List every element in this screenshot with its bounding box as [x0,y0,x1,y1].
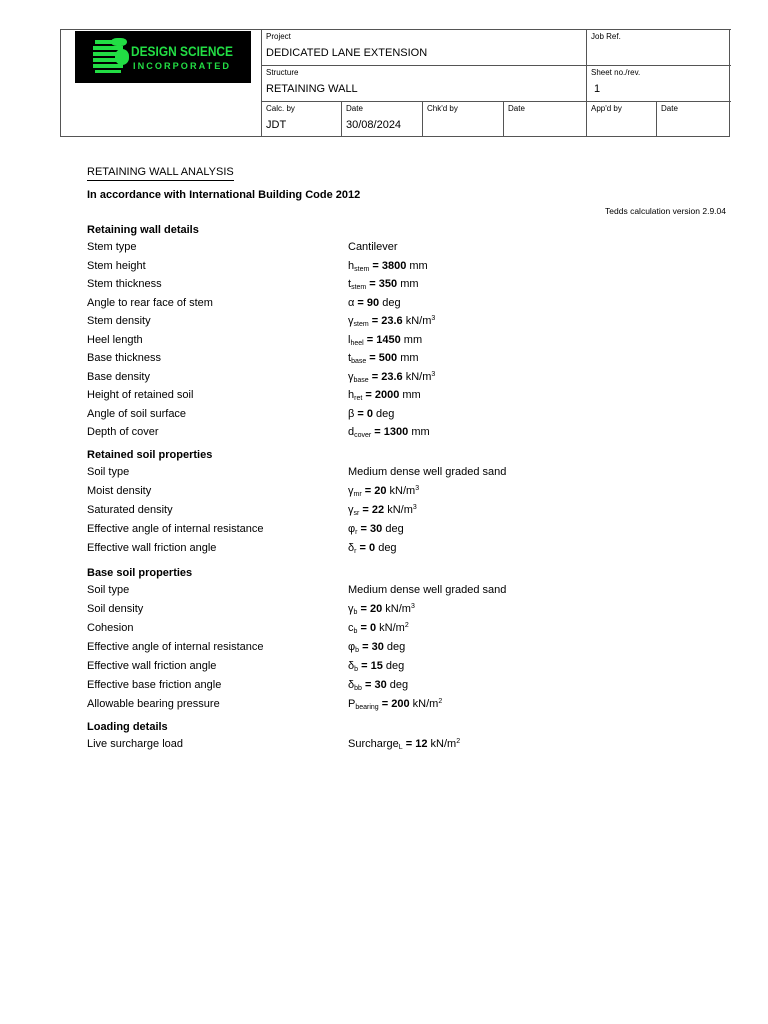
param-text: Medium dense well graded sand [348,584,507,596]
page-title: RETAINING WALL ANALYSIS [87,166,234,178]
approved-by-label: App'd by [591,104,622,113]
section-heading: Retaining wall details [87,224,199,236]
param-equals: = [378,698,392,710]
param-subscript: b [353,609,358,616]
param-equals: = [368,370,382,383]
param-number: 1300 [383,426,409,438]
job-ref-label: Job Ref. [591,32,621,41]
param-label: Effective angle of internal resistance [87,523,264,535]
param-unit: deg [383,641,406,653]
checked-date-cell [503,101,586,137]
structure-value: RETAINING WALL [266,83,358,95]
param-value [348,698,442,711]
param-value [348,315,435,328]
param-equals: = [356,542,370,554]
param-value [348,622,409,635]
param-unit: mm [397,278,419,290]
param-symbol: γ [348,603,354,615]
param-subscript: r [354,548,357,555]
calc-by-label: Calc. by [266,104,295,113]
param-superscript: 3 [415,485,420,492]
param-value [348,297,401,309]
param-unit: kN/m [382,603,411,615]
param-subscript: b [354,666,359,673]
param-subscript: heel [350,339,364,347]
param-equals: = [402,738,416,750]
param-unit: deg [373,407,395,420]
param-symbol: α [348,296,355,309]
section-heading: Base soil properties [87,567,193,579]
param-label: Stem height [87,259,146,272]
param-subscript: stem [351,284,367,291]
param-number: 500 [378,352,398,364]
param-label: Base thickness [87,352,161,364]
param-subscript: base [353,376,369,384]
param-symbol: d [348,426,355,438]
param-equals: = [363,333,377,346]
param-number: 1450 [376,333,401,346]
param-symbol: h [348,389,355,401]
date-value: 30/08/2024 [346,119,402,131]
param-unit: kN/m [376,622,405,634]
param-symbol: t [348,278,352,290]
param-label: Live surcharge load [87,738,184,750]
param-symbol: h [348,259,355,272]
param-equals: = [366,352,379,364]
param-unit: kN/m [402,370,432,383]
param-equals: = [359,641,372,653]
param-number: 350 [378,278,398,290]
param-subscript: stem [354,265,370,273]
param-equals: = [369,259,382,272]
param-text: Cantilever [348,241,398,253]
param-text: Medium dense well graded sand [348,466,507,478]
checked-date-label: Date [508,104,525,113]
param-number: 30 [374,679,387,691]
param-equals: = [357,523,371,535]
param-subscript: base [351,358,367,365]
param-unit: kN/m [409,698,439,710]
param-equals: = [358,660,371,672]
param-label: Stem density [87,315,151,327]
param-subscript: stem [353,321,369,328]
param-value [348,260,428,273]
param-equals: = [368,315,382,327]
checked-by-label: Chk'd by [427,104,458,113]
param-number: 0 [369,622,377,634]
param-number: 20 [369,603,383,615]
param-number: 3800 [381,259,407,272]
version-note: Tedds calculation version 2.9.04 [605,206,726,216]
param-superscript: 3 [431,370,436,378]
param-symbol: φ [348,523,356,535]
param-number: 30 [371,641,384,653]
param-number: 15 [370,660,383,672]
param-subscript: b [355,647,360,654]
param-value [348,485,419,498]
param-value [348,241,398,253]
param-superscript: 3 [410,603,415,610]
calc-sheet-header [60,29,730,137]
company-logo [75,31,251,83]
project-cell [261,29,586,65]
sheet-value: 1 [594,83,601,95]
param-equals: = [361,485,375,497]
param-unit: kN/m [427,738,457,750]
param-label: Effective base friction angle [87,679,222,691]
param-superscript: 3 [431,315,436,322]
param-number: 0 [369,542,376,554]
param-symbol: c [348,622,354,634]
svg-text:INCORPORATED: INCORPORATED [133,61,231,71]
param-unit: mm [406,259,428,272]
param-equals: = [357,622,370,634]
param-number: 12 [415,738,428,750]
param-subscript: cover [354,432,372,439]
param-label: Height of retained soil [87,389,194,401]
param-unit: mm [399,389,421,401]
svg-text:DESIGN SCIENCE: DESIGN SCIENCE [131,43,233,59]
param-equals: = [354,296,367,309]
param-subscript: r [355,529,358,536]
param-value [348,679,408,692]
calc-by-cell [261,101,341,137]
param-label: Cohesion [87,622,134,634]
param-equals: = [362,389,375,401]
param-label: Angle to rear face of stem [87,296,213,309]
param-label: Effective angle of internal resistance [87,641,264,653]
date-label: Date [346,104,363,113]
param-number: 0 [366,407,373,420]
job-ref-cell [586,29,731,65]
structure-label: Structure [266,68,299,77]
param-subscript: ret [354,395,363,402]
param-unit: mm [408,426,430,438]
param-value [348,426,430,439]
date-cell [341,101,422,137]
param-value [348,334,422,347]
param-label: Soil type [87,584,130,596]
param-symbol: γ [348,315,354,327]
param-equals: = [359,504,372,516]
param-unit: mm [400,333,423,346]
param-value [348,603,415,616]
param-label: Soil density [87,603,144,615]
param-label: Heel length [87,333,143,346]
param-equals: = [366,278,379,290]
sheet-label: Sheet no./rev. [591,68,641,77]
param-number: 2000 [374,389,400,401]
param-subscript: sr [353,510,360,517]
param-symbol: γ [348,370,354,383]
param-value [348,660,404,673]
param-unit: mm [397,352,419,364]
param-unit: kN/m [386,485,416,497]
param-symbol: δ [348,679,355,691]
param-label: Moist density [87,485,152,497]
param-number: 22 [371,504,385,516]
param-symbol: Surcharge [348,738,399,750]
param-subscript: mr [353,491,362,498]
param-value [348,352,419,365]
page-subtitle: In accordance with International Building Code 2012 [87,189,361,201]
param-equals: = [371,426,384,438]
param-label: Stem thickness [87,278,162,290]
param-number: 200 [391,698,410,710]
param-superscript: 3 [412,504,417,511]
param-symbol: l [348,333,351,346]
param-label: Saturated density [87,504,173,516]
param-subscript: bearing [355,704,379,711]
param-equals: = [361,679,375,691]
section-heading: Retained soil properties [87,449,213,461]
param-label: Angle of soil surface [87,407,187,420]
param-value [348,584,506,596]
approved-by-cell [586,101,656,137]
param-label: Allowable bearing pressure [87,698,220,710]
param-number: 23.6 [381,370,403,383]
param-number: 20 [374,485,387,497]
param-number: 90 [366,296,380,309]
param-unit: deg [382,660,405,672]
param-value [348,504,417,517]
param-symbol: δ [348,542,355,554]
param-number: 30 [370,523,383,535]
param-unit: kN/m [384,504,413,516]
param-symbol: δ [348,660,355,672]
calc-by-value: JDT [266,119,287,131]
param-label: Stem type [87,241,137,253]
sheet-cell [586,65,731,101]
param-subscript: L [398,744,403,751]
param-unit: deg [375,542,397,554]
param-unit: deg [386,679,409,691]
param-label: Effective wall friction angle [87,542,217,554]
param-value [348,641,405,654]
param-value [348,466,506,478]
param-symbol: γ [348,504,354,516]
approved-date-cell [656,101,731,137]
checked-by-cell [422,101,503,137]
project-value: DEDICATED LANE EXTENSION [266,47,428,59]
param-label: Effective wall friction angle [87,660,217,672]
param-superscript: 2 [404,622,409,629]
param-symbol: P [348,698,356,710]
project-label: Project [266,32,291,41]
param-symbol: β [348,407,355,420]
param-superscript: 2 [456,738,461,745]
section-heading: Loading details [87,721,168,733]
param-symbol: γ [348,485,354,497]
param-value [348,408,394,420]
param-symbol: φ [348,641,356,653]
param-value [348,278,419,291]
param-label: Base density [87,370,150,383]
param-value [348,738,460,751]
param-unit: kN/m [402,315,432,327]
param-equals: = [357,603,370,615]
param-label: Depth of cover [87,426,159,438]
param-value [348,523,404,536]
param-value [348,389,421,402]
param-number: 23.6 [381,315,403,327]
param-symbol: t [348,352,352,364]
structure-cell [261,65,586,101]
param-value [348,371,435,384]
approved-date-label: Date [661,104,678,113]
param-superscript: 2 [438,698,443,705]
param-equals: = [354,407,367,420]
param-subscript: bb [354,685,362,692]
param-unit: deg [382,523,404,535]
param-unit: deg [379,296,401,309]
param-subscript: b [353,628,358,635]
param-value [348,542,397,555]
param-label: Soil type [87,466,130,478]
